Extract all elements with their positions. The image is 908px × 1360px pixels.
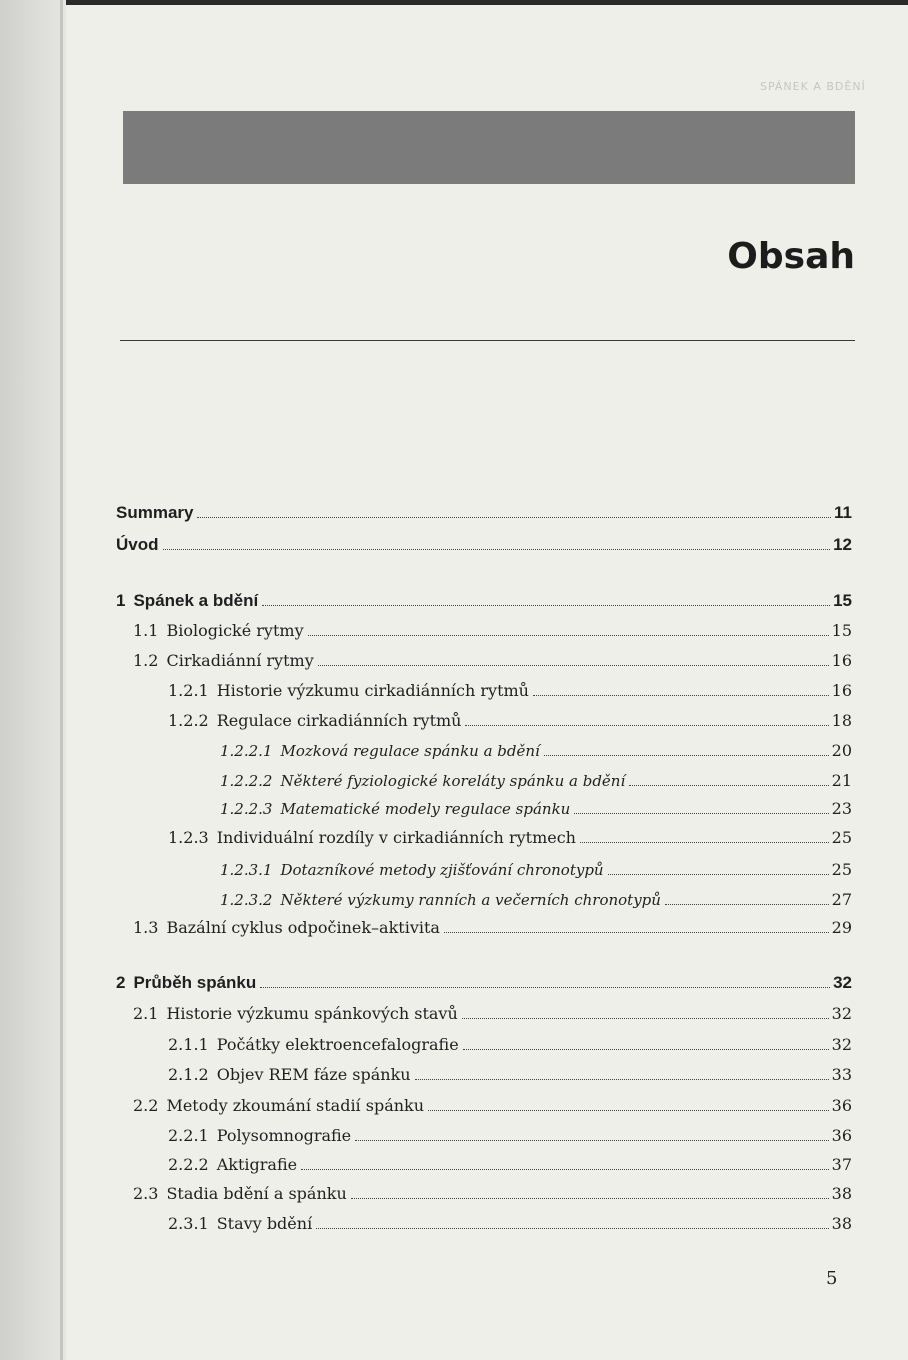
toc-entry bbox=[133, 1096, 852, 1115]
toc-entry-page: 32 bbox=[831, 1004, 852, 1023]
dot-leader bbox=[544, 755, 829, 756]
toc-entry-page: 25 bbox=[831, 860, 852, 879]
dot-leader bbox=[260, 987, 830, 988]
toc-entry-page: 29 bbox=[831, 918, 852, 937]
toc-entry-label: Biologické rytmy bbox=[166, 621, 304, 640]
toc-entry-number: 2.1 bbox=[133, 1004, 159, 1023]
toc-entry-label: Matematické modely regulace spánku bbox=[280, 800, 571, 818]
toc-entry-label: Aktigrafie bbox=[216, 1155, 298, 1174]
toc-entry bbox=[116, 591, 852, 611]
toc-entry-number: 1.2 bbox=[133, 651, 159, 670]
toc-entry bbox=[133, 1004, 852, 1023]
toc-entry-page: 36 bbox=[831, 1096, 852, 1115]
toc-entry-label: Individuální rozdíly v cirkadiánních rytmech bbox=[216, 828, 576, 847]
toc-entry-number: 2.2.2 bbox=[168, 1155, 209, 1174]
toc-entry-page: 16 bbox=[831, 681, 852, 700]
dot-leader bbox=[533, 695, 829, 696]
toc-entry bbox=[133, 621, 852, 640]
toc-entry-page: 11 bbox=[834, 503, 852, 522]
toc-entry-page: 16 bbox=[831, 651, 852, 670]
toc-entry-number: 1.2.2.3 bbox=[220, 800, 273, 818]
toc-entry-page: 20 bbox=[831, 741, 852, 760]
toc-entry bbox=[133, 918, 852, 937]
toc-entry-page: 33 bbox=[831, 1065, 852, 1084]
toc-entry-number: 2.1.2 bbox=[168, 1065, 209, 1084]
toc-entry-page: 27 bbox=[831, 890, 852, 909]
toc-entry-page: 25 bbox=[831, 828, 852, 847]
toc-entry bbox=[168, 681, 852, 700]
toc-entry bbox=[168, 1126, 852, 1145]
toc-entry bbox=[220, 741, 852, 760]
toc-entry-number: 1.2.3 bbox=[168, 828, 209, 847]
dot-leader bbox=[308, 635, 829, 636]
title-rule bbox=[120, 340, 855, 341]
dot-leader bbox=[318, 665, 829, 666]
toc-entry-label: Bazální cyklus odpočinek–aktivita bbox=[166, 918, 440, 937]
toc-entry-label: Spánek a bdění bbox=[133, 591, 259, 610]
toc-entry bbox=[133, 651, 852, 670]
dot-leader bbox=[580, 842, 829, 843]
toc-entry-number: 1.2.3.2 bbox=[220, 891, 273, 909]
toc-entry-page: 32 bbox=[831, 1035, 852, 1054]
toc-entry bbox=[168, 1065, 852, 1084]
toc-entry-label: Některé fyziologické koreláty spánku a bdění bbox=[280, 772, 626, 790]
toc-entry-number: 1 bbox=[116, 591, 126, 610]
toc-entry-number: 2.2 bbox=[133, 1096, 159, 1115]
toc-entry-label: Úvod bbox=[116, 535, 159, 554]
toc-entry-label: Mozková regulace spánku a bdění bbox=[280, 742, 540, 760]
toc-entry-label: Stadia bdění a spánku bbox=[166, 1184, 347, 1203]
toc-entry-label: Metody zkoumání stadií spánku bbox=[166, 1096, 425, 1115]
toc-entry-label: Průběh spánku bbox=[133, 973, 257, 992]
toc-entry-label: Dotazníkové metody zjišťování chronotypů bbox=[280, 861, 604, 879]
toc-entry-page: 15 bbox=[833, 591, 852, 610]
toc-entry-label: Stavy bdění bbox=[216, 1214, 313, 1233]
toc-entry-label: Regulace cirkadiánních rytmů bbox=[216, 711, 462, 730]
toc-entry-page: 36 bbox=[831, 1126, 852, 1145]
toc-entry-number: 1.2.2.2 bbox=[220, 772, 273, 790]
spine-edge bbox=[60, 0, 63, 1360]
toc-entry bbox=[133, 1184, 852, 1203]
dot-leader bbox=[301, 1169, 829, 1170]
toc-entry-label: Objev REM fáze spánku bbox=[216, 1065, 411, 1084]
dot-leader bbox=[197, 517, 831, 518]
toc-entry-label: Polysomnografie bbox=[216, 1126, 352, 1145]
bleed-through-header: SPÁNEK A BDĚNÍ bbox=[760, 80, 866, 93]
dot-leader bbox=[665, 904, 829, 905]
toc-entry bbox=[168, 1035, 852, 1054]
dot-leader bbox=[351, 1198, 829, 1199]
toc-entry-number: 1.2.3.1 bbox=[220, 861, 273, 879]
toc-entry-number: 1.2.2.1 bbox=[220, 742, 273, 760]
page-title: Obsah bbox=[727, 236, 855, 277]
dot-leader bbox=[463, 1049, 829, 1050]
dot-leader bbox=[415, 1079, 829, 1080]
toc-entry-label: Historie výzkumu cirkadiánních rytmů bbox=[216, 681, 529, 700]
dot-leader bbox=[574, 813, 828, 814]
toc-entry-label: Cirkadiánní rytmy bbox=[166, 651, 314, 670]
toc-entry-number: 2.3.1 bbox=[168, 1214, 209, 1233]
toc-entry-label: Summary bbox=[116, 503, 194, 522]
toc-entry bbox=[220, 860, 852, 879]
toc-entry-label: Některé výzkumy ranních a večerních chronotypů bbox=[280, 891, 661, 909]
toc-entry-number: 2.3 bbox=[133, 1184, 159, 1203]
dot-leader bbox=[428, 1110, 829, 1111]
toc-entry-page: 32 bbox=[833, 973, 852, 992]
dot-leader bbox=[608, 874, 829, 875]
toc-entry-page: 18 bbox=[831, 711, 852, 730]
dot-leader bbox=[355, 1140, 828, 1141]
dot-leader bbox=[316, 1228, 828, 1229]
dot-leader bbox=[465, 725, 828, 726]
dot-leader bbox=[444, 932, 829, 933]
toc-entry bbox=[116, 973, 852, 993]
toc-entry-page: 23 bbox=[831, 799, 852, 818]
toc-entry bbox=[168, 828, 852, 847]
toc-entry-page: 38 bbox=[831, 1184, 852, 1203]
toc-entry-page: 21 bbox=[831, 771, 852, 790]
toc-entry bbox=[220, 771, 852, 790]
toc-entry-number: 1.2.2 bbox=[168, 711, 209, 730]
header-bar bbox=[123, 111, 855, 184]
toc-entry-number: 2.1.1 bbox=[168, 1035, 209, 1054]
toc-entry-page: 15 bbox=[831, 621, 852, 640]
dot-leader bbox=[629, 785, 828, 786]
toc-entry bbox=[220, 799, 852, 818]
toc-entry bbox=[220, 890, 852, 909]
toc-entry-page: 12 bbox=[833, 535, 852, 554]
dot-leader bbox=[163, 549, 831, 550]
toc-entry bbox=[168, 1155, 852, 1174]
dot-leader bbox=[262, 605, 830, 606]
toc-entry bbox=[116, 503, 852, 523]
toc-entry bbox=[168, 711, 852, 730]
toc-entry bbox=[168, 1214, 852, 1233]
toc-entry-number: 1.2.1 bbox=[168, 681, 209, 700]
toc-entry-page: 37 bbox=[831, 1155, 852, 1174]
toc-entry-number: 1.3 bbox=[133, 918, 159, 937]
book-spine bbox=[0, 0, 66, 1360]
dot-leader bbox=[462, 1018, 829, 1019]
toc-entry-page: 38 bbox=[831, 1214, 852, 1233]
page-number: 5 bbox=[826, 1268, 838, 1289]
toc-entry-number: 2.2.1 bbox=[168, 1126, 209, 1145]
toc-entry-number: 1.1 bbox=[133, 621, 159, 640]
toc-entry bbox=[116, 535, 852, 555]
toc-entry-number: 2 bbox=[116, 973, 126, 992]
toc-entry-label: Počátky elektroencefalografie bbox=[216, 1035, 459, 1054]
toc-entry-label: Historie výzkumu spánkových stavů bbox=[166, 1004, 458, 1023]
